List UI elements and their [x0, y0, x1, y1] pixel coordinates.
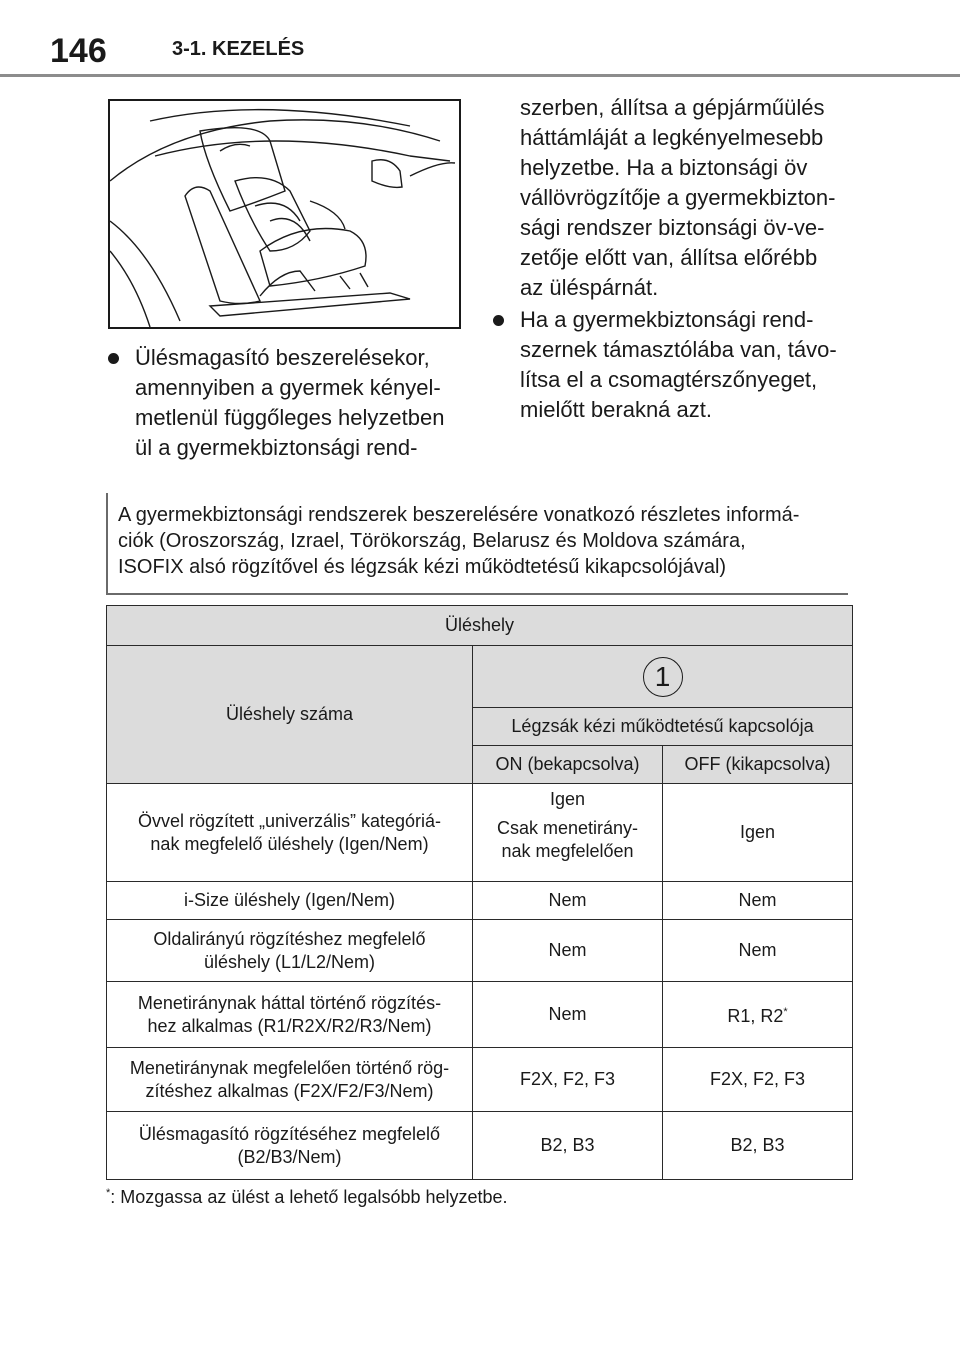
table-cell-on: Nem [473, 920, 663, 982]
caption-line: A gyermekbiztonsági rendszerek beszerelésére vonatkozó részletes informá- [118, 504, 800, 526]
continuation-line: zetője előtt van, állítsa előrébb [520, 245, 818, 270]
continuation-line: helyzetbe. Ha a biztonsági öv [520, 155, 808, 180]
table-cell-off: Igen [663, 784, 853, 882]
label-line: Ülésmagasító rögzítéséhez megfelelő [138, 1123, 441, 1144]
page-header [0, 0, 960, 80]
footnote [106, 1187, 508, 1208]
label-line: Oldalirányú rögzítéshez megfelelő [153, 928, 426, 949]
table-row-label [107, 1048, 473, 1112]
airbag-switch-label: Légzsák kézi működtetésű kapcsolója [473, 708, 853, 746]
continuation-line: szerben, állítsa a gépjárműülés [520, 95, 825, 120]
table-cell-on: F2X, F2, F3 [473, 1048, 663, 1112]
bullet-dot-icon [493, 315, 504, 326]
label-line: Menetiránynak megfelelően történő rög- [129, 1057, 450, 1078]
caption-line: ciók (Oroszország, Izrael, Törökország, Belarusz és Moldova számára, [118, 530, 746, 552]
table-cell-off: B2, B3 [663, 1112, 853, 1180]
continuation-line: az üléspárnát. [520, 275, 659, 300]
cell-line: Igen [549, 789, 586, 809]
child-seat-illustration [108, 99, 461, 329]
continuation-line: háttámláját a legkényelmesebb [520, 125, 824, 150]
footnote-mark: * [783, 1006, 788, 1018]
label-line: Menetiránynak háttal történő rögzítés- [137, 992, 442, 1013]
child-seat-icon [110, 101, 459, 327]
table-row-label [107, 784, 473, 882]
table-row-label [107, 1112, 473, 1180]
bullet-line: mielőtt berakná azt. [520, 397, 712, 422]
table-caption [106, 493, 848, 595]
airbag-off-header: OFF (kikapcsolva) [663, 746, 853, 784]
continuation-line: vállövrögzítője a gyermekbizton- [520, 185, 836, 210]
footnote-text: : Mozgassa az ülést a lehető legalsóbb helyzetbe. [110, 1187, 508, 1207]
label-line: hez alkalmas (R1/R2X/R2/R3/Nem) [147, 1015, 432, 1036]
label-line: Övvel rögzített „univerzális” kategóriá- [137, 810, 442, 831]
bullet-line: Ülésmagasító beszerelésekor, [135, 345, 430, 370]
label-line: nak megfelelő üléshely (Igen/Nem) [150, 833, 429, 854]
page-number: 146 [50, 32, 107, 70]
label-line: üléshely (L1/L2/Nem) [203, 951, 376, 972]
seat-number-label: Üléshely száma [107, 646, 473, 784]
table-cell-off: Nem [663, 920, 853, 982]
table-cell-on [473, 784, 663, 882]
cell-value: R1, R2 [727, 1006, 784, 1026]
airbag-on-header: ON (bekapcsolva) [473, 746, 663, 784]
bullet-dot-icon [108, 353, 119, 364]
caption-line: ISOFIX alsó rögzítővel és légzsák kézi működtetésű kikapcsolójával) [118, 556, 727, 578]
bullet-line: Ha a gyermekbiztonsági rend- [520, 307, 814, 332]
table-row-label: i-Size üléshely (Igen/Nem) [107, 882, 473, 920]
table-cell-off [663, 982, 853, 1048]
bullet-line: metlenül függőleges helyzetben [135, 405, 445, 430]
table-row-label [107, 920, 473, 982]
bullet-line: amennyiben a gyermek kényel- [135, 375, 441, 400]
table-header-seat: Üléshely [107, 606, 853, 646]
table-cell-on: Nem [473, 882, 663, 920]
table-cell-off: Nem [663, 882, 853, 920]
bullet-line: szernek támasztólába van, távo- [520, 337, 837, 362]
footnote-mark: * [106, 1187, 111, 1199]
seat-number-cell [473, 646, 853, 708]
label-line: zítéshez alkalmas (F2X/F2/F3/Nem) [145, 1080, 434, 1101]
header-divider [0, 74, 960, 77]
table-cell-on: B2, B3 [473, 1112, 663, 1180]
child-seat-compatibility-table [106, 605, 853, 1180]
table-row-label [107, 982, 473, 1048]
label-line: (B2/B3/Nem) [237, 1146, 342, 1167]
cell-line: Csak menetirány- [496, 818, 639, 838]
table-cell-on: Nem [473, 982, 663, 1048]
section-title: 3-1. KEZELÉS [172, 38, 305, 60]
bullet-continuation [520, 93, 835, 303]
cell-line: nak megfelelően [501, 841, 634, 861]
bullet-line: ül a gyermekbiztonsági rend- [135, 435, 418, 460]
bullet-line: lítsa el a csomagtérszőnyeget, [520, 367, 818, 392]
continuation-line: sági rendszer biztonsági öv-ve- [520, 215, 825, 240]
table-cell-off: F2X, F2, F3 [663, 1048, 853, 1112]
seat-number: 1 [643, 657, 683, 697]
